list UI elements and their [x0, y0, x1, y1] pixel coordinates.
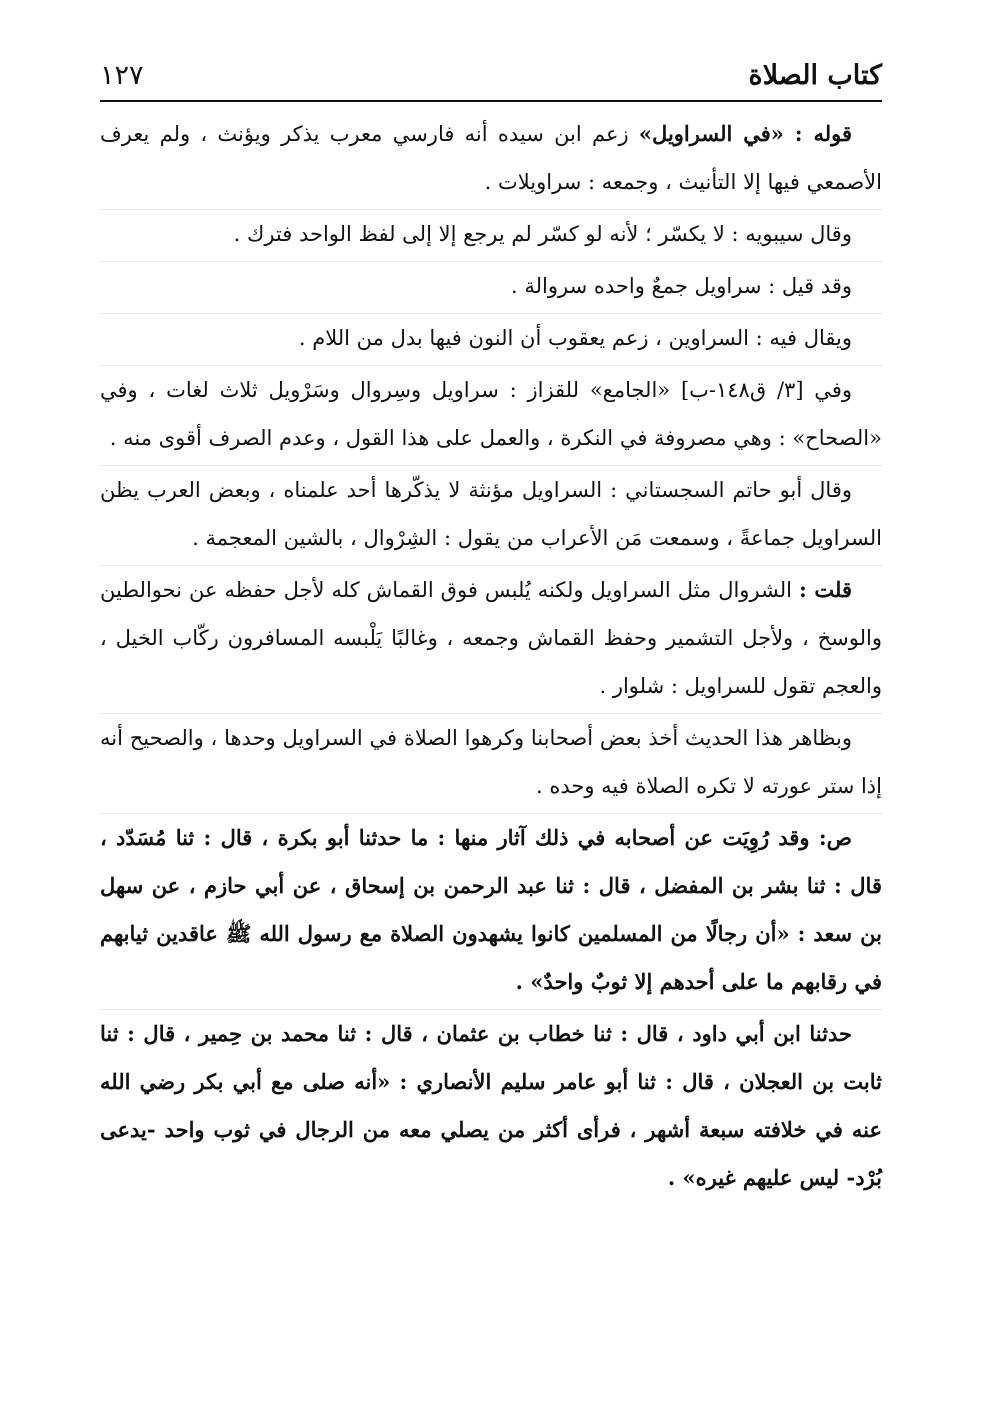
paragraph-text: زعم ابن سيده أنه فارسي معرب يذكر ويؤنث ، ولم يعرف الأصمعي فيها إلا التأنيث ، وجمعه : سراويلات . — [100, 122, 882, 194]
paragraph-lead: قلت : — [799, 577, 852, 602]
paragraph-lead: قوله : «في السراويل» — [638, 121, 852, 146]
book-page — [100, 58, 882, 1205]
paragraph-hadith-abu-amir: حدثنا ابن أبي داود ، قال : ثنا خطاب بن عثمان ، قال : ثنا محمد بن حِمير ، قال : ثنا ثابت بن العجلان ، قال : ثنا أبو عامر سليم الأنصاري : «أنه صلى مع أبي بكر رضي الله عنه في خلافته سبعة أشهر ، فرأى أكثر من يصلي معه من الرجال في ثوب واحد -يدعى بُرْد- ليس عليهم غيره» . — [100, 1021, 882, 1190]
book-title: كتاب الصلاة — [748, 60, 882, 91]
paragraph-saraweel-definition — [100, 110, 882, 210]
paragraph-ruling: وبظاهر هذا الحديث أخذ بعض أصحابنا وكرهوا الصلاة في السراويل وحدها ، والصحيح أنه إذا ستر عورته لا تكره الصلاة فيه وحده . — [100, 714, 882, 814]
paragraph-qultu-shirwal — [100, 566, 882, 714]
paragraph-saraween: ويقال فيه : السراوين ، زعم يعقوب أن النون فيها بدل من اللام . — [100, 314, 882, 366]
paragraph-abu-hatim: وقال أبو حاتم السجستاني : السراويل مؤنثة لا يذكّرها أحد علمناه ، وبعض العرب يظن السراويل جماعةً ، وسمعت مَن الأعراب من يقول : الشِرْوال ، بالشين المعجمة . — [100, 466, 882, 566]
header-divider — [100, 100, 882, 102]
paragraph-singular-form: وقد قيل : سراويل جمعٌ واحده سروالة . — [100, 262, 882, 314]
page-header — [100, 58, 882, 98]
paragraph-sibawayh: وقال سيبويه : لا يكسّر ؛ لأنه لو كسّر لم يرجع إلا إلى لفظ الواحد فترك . — [100, 210, 882, 262]
paragraph-qazzaz-jami: وفي [٣/ ق١٤٨-ب] «الجامع» للقزاز : سراويل وسِروال وسَرْويل ثلاث لغات ، وفي «الصحاح» : وهي مصروفة في النكرة ، والعمل على هذا القول ، وعدم الصرف أقوى منه . — [100, 366, 882, 466]
paragraph-text: الشروال مثل السراويل ولكنه يُلبس فوق القماش كله لأجل حفظه عن نحوالطين والوسخ ، ولأجل التشمير وحفظ القماش وجمعه ، وغالبًا يَلْبسه المسافرون ركّاب الخيل ، والعجم تقول للسراويل : شلوار . — [100, 578, 882, 698]
page-number: ١٢٧ — [100, 60, 144, 91]
paragraph-hadith-sahl: ص: وقد رُوِيَت عن أصحابه في ذلك آثار منها : ما حدثنا أبو بكرة ، قال : ثنا مُسَدّد ، قال : ثنا بشر بن المفضل ، قال : ثنا عبد الرحمن بن إسحاق ، عن أبي حازم ، عن سهل بن سعد : «أن رجالًا من المسلمين كانوا يشهدون الصلاة مع رسول الله ﷺ عاقدين ثيابهم في رقابهم ما على أحدهم إلا ثوبٌ واحدٌ» . — [100, 814, 882, 1010]
